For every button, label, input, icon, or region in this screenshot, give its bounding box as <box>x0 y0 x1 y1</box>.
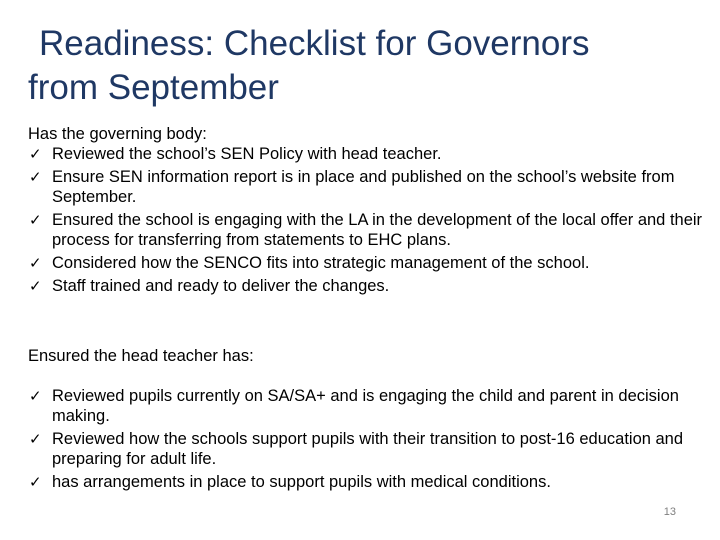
slide-title-line-2: from September <box>28 68 279 107</box>
checkmark-icon: ✓ <box>29 277 42 295</box>
checklist-item-text: Ensure SEN information report is in place and published on the school’s website from September. <box>52 168 675 206</box>
checkmark-icon: ✓ <box>29 211 42 229</box>
checklist-item-text: has arrangements in place to support pupils with medical conditions. <box>52 473 551 491</box>
checkmark-icon: ✓ <box>29 168 42 186</box>
checkmark-icon: ✓ <box>29 473 42 491</box>
checkmark-icon: ✓ <box>29 387 42 405</box>
governing-body-checklist <box>28 144 718 296</box>
checklist-item <box>28 429 718 469</box>
checklist-item <box>28 210 718 250</box>
checklist-item-text: Reviewed pupils currently on SA/SA+ and is engaging the child and parent in decision making. <box>52 387 679 425</box>
checklist-item-text: Considered how the SENCO fits into strategic management of the school. <box>52 254 590 272</box>
checklist-item <box>28 276 718 296</box>
checklist-item <box>28 253 718 273</box>
page-number: 13 <box>663 506 676 518</box>
checklist-item-text: Staff trained and ready to deliver the changes. <box>52 277 390 295</box>
checklist-item <box>28 472 718 492</box>
checkmark-icon: ✓ <box>29 430 42 448</box>
head-teacher-checklist <box>28 386 718 492</box>
checklist-item-text: Reviewed the school’s SEN Policy with head teacher. <box>52 145 442 163</box>
head-teacher-section <box>28 346 718 495</box>
checklist-item <box>28 386 718 426</box>
slide-title <box>28 22 708 110</box>
checkmark-icon: ✓ <box>29 254 42 272</box>
checkmark-icon: ✓ <box>29 145 42 163</box>
head-teacher-heading: Ensured the head teacher has: <box>28 347 254 365</box>
governing-body-section <box>28 124 718 299</box>
slide-title-line-1: Readiness: Checklist for Governors <box>39 24 590 63</box>
checklist-item <box>28 144 718 164</box>
checklist-item-text: Ensured the school is engaging with the LA in the development of the local offer and their process for transferring from statements to EHC plans. <box>52 211 703 249</box>
governing-body-heading: Has the governing body: <box>28 125 207 143</box>
checklist-item <box>28 167 718 207</box>
checklist-item-text: Reviewed how the schools support pupils with their transition to post-16 education and preparing for adult life. <box>52 430 684 468</box>
